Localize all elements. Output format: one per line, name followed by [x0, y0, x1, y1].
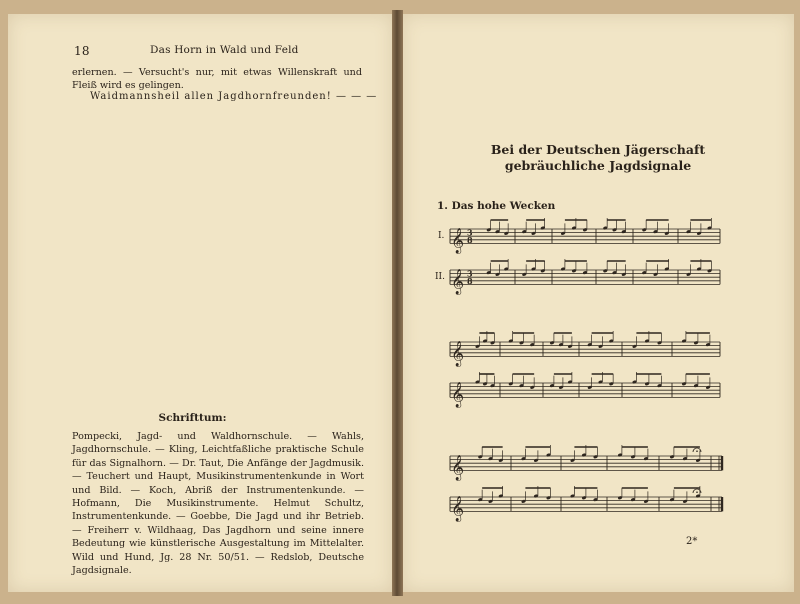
fermata-dot: [696, 450, 698, 452]
treble-clef: 𝄞: [451, 228, 465, 254]
greeting-line: Waidmannsheil allen Jagdhornfreunden! — — —: [90, 91, 378, 102]
treble-clef: 𝄞: [451, 269, 465, 295]
literature-list: Pompecki, Jagd- und Waldhornschule. — Wahls, Jagdhornschule. — Kling, Leichtfaßliche praktische Schule für das Signalhorn. — Dr. Taut, Die Anfänge der Jagdmusik. — Teuchert und Haupt, Musikinstrumentenkunde in Wort und Bild. — Koch, Abriß der Instrumentenkunde. — Hofmann, Die Musikinstrumente. Helmut Schultz, Instrumentenkunde. — Goebbe, Die Jagd und ihr Betrieb. — Freiherr v. Wildhaag, Das Jagdhorn und seine innere Bedeutung wie künstlerische Ausgestaltung im Mittelalter. Wild und Hund, Jg. 28 Nr. 50/51. — Redslob, Deutsche Jagdsignale.: [72, 431, 364, 577]
treble-clef: 𝄞: [451, 455, 465, 481]
treble-clef: 𝄞: [451, 341, 465, 367]
time-signature-bottom: 8: [467, 276, 473, 286]
page-number: 18: [74, 44, 90, 58]
treble-clef: 𝄞: [451, 382, 465, 408]
running-head: Das Horn in Wald und Feld: [150, 44, 299, 56]
footer-mark: 2*: [686, 536, 698, 547]
time-signature-top: 3: [467, 268, 473, 279]
fermata-dot: [696, 491, 698, 493]
voice-label-1: I.: [438, 231, 445, 241]
time-signature-bottom: 8: [467, 235, 473, 245]
time-signature-top: 3: [467, 227, 473, 238]
title-line-2: gebräuchliche Jagdsignale: [504, 158, 692, 173]
intro-paragraph: erlernen. — Versucht's nur, mit etwas Willenskraft und Fleiß wird es gelingen.: [72, 67, 362, 92]
treble-clef: 𝄞: [451, 496, 465, 522]
literature-title: Schrifttum:: [158, 412, 227, 424]
staff-systems: [450, 218, 722, 521]
voice-label-2: II.: [435, 272, 445, 282]
title-line-1: Bei der Deutschen Jägerschaft: [490, 142, 706, 157]
signal-heading: 1. Das hohe Wecken: [437, 200, 556, 212]
